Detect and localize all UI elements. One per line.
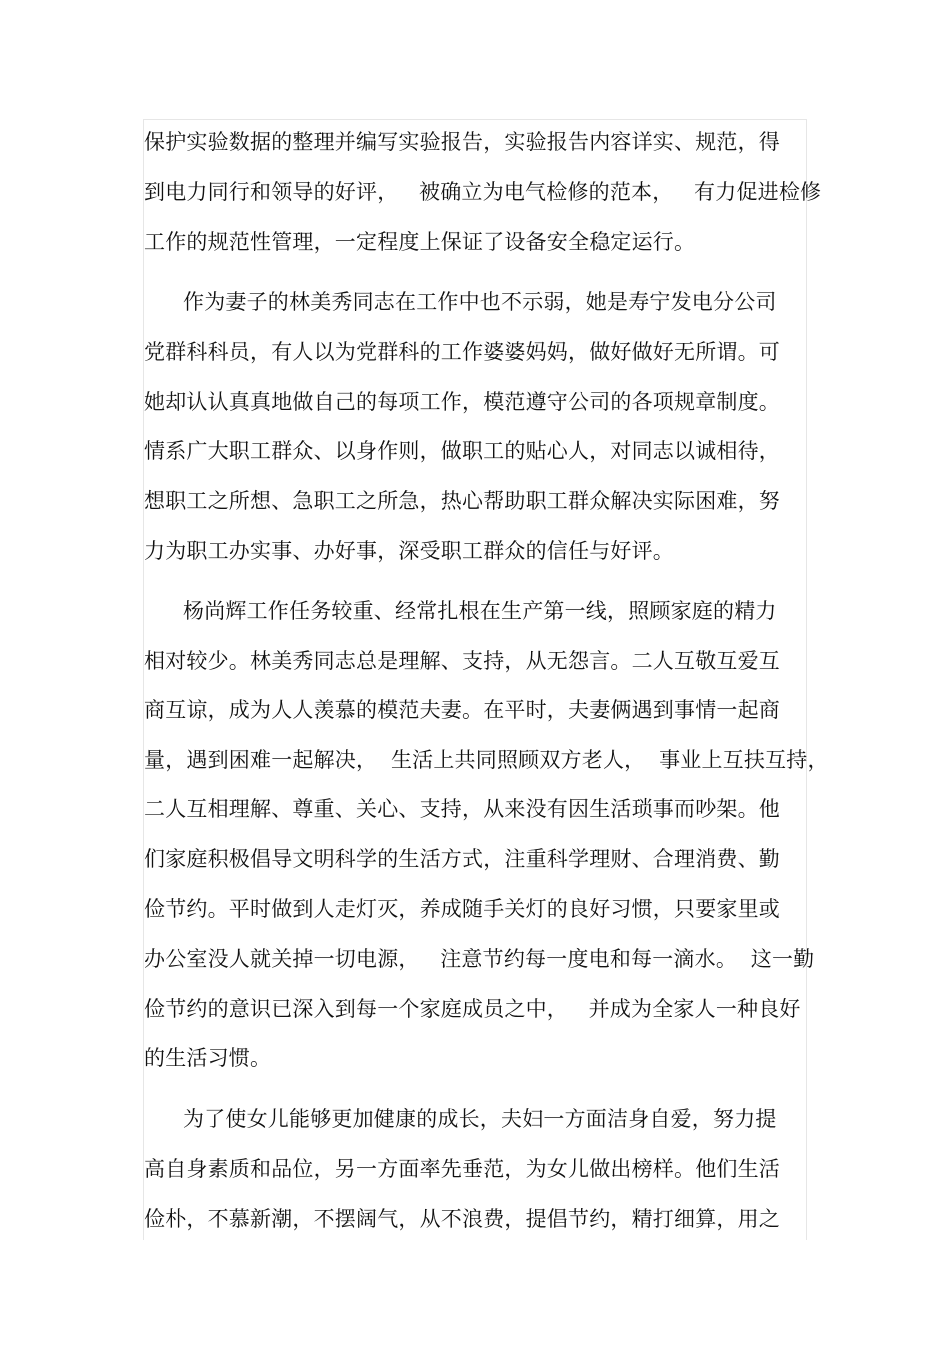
text-line: 的生活习惯。 xyxy=(144,1046,272,1070)
text-line: 俭节约。平时做到人走灯灭，养成随手关灯的良好习惯，只要家里或 xyxy=(144,897,780,921)
text-line: 高自身素质和品位，另一方面率先垂范，为女儿做出榜样。他们生活 xyxy=(144,1157,780,1181)
paragraph-first-line: 作为妻子的林美秀同志在工作中也不示弱，她是寿宁发电分公司 xyxy=(183,290,777,314)
text-line: 俭节约的意识已深入到每一个家庭成员之中， 并成为全家人一种良好 xyxy=(144,997,801,1021)
text-line: 办公室没人就关掉一切电源， 注意节约每一度电和每一滴水。 这一勤 xyxy=(144,947,815,971)
text-line: 保护实验数据的整理并编写实验报告，实验报告内容详实、规范，得 xyxy=(144,130,780,154)
text-line: 量，遇到困难一起解决， 生活上共同照顾双方老人， 事业上互扶互持， xyxy=(144,748,829,772)
text-line: 们家庭积极倡导文明科学的生活方式，注重科学理财、合理消费、勤 xyxy=(144,847,780,871)
text-line: 工作的规范性管理，一定程度上保证了设备安全稳定运行。 xyxy=(144,230,696,254)
text-line: 商互谅，成为人人羡慕的模范夫妻。在平时，夫妻俩遇到事情一起商 xyxy=(144,698,780,722)
paragraph-first-line: 为了使女儿能够更加健康的成长，夫妇一方面洁身自爱，努力提 xyxy=(183,1107,777,1131)
text-line: 俭朴，不慕新潮，不摆阔气，从不浪费，提倡节约，精打细算，用之 xyxy=(144,1207,780,1231)
paragraph-first-line: 杨尚辉工作任务较重、经常扎根在生产第一线，照顾家庭的精力 xyxy=(183,599,777,623)
text-line: 她却认认真真地做自己的每项工作，模范遵守公司的各项规章制度。 xyxy=(144,390,780,414)
page-border-top xyxy=(143,119,807,120)
text-line: 党群科科员，有人以为党群科的工作婆婆妈妈，做好做好无所谓。可 xyxy=(144,340,780,364)
text-line: 情系广大职工群众、以身作则，做职工的贴心人，对同志以诚相待， xyxy=(144,439,780,463)
page-border-right xyxy=(806,119,807,1240)
text-line: 二人互相理解、尊重、关心、支持，从来没有因生活琐事而吵架。他 xyxy=(144,797,780,821)
text-line: 相对较少。林美秀同志总是理解、支持，从无怨言。二人互敬互爱互 xyxy=(144,649,780,673)
text-line: 到电力同行和领导的好评， 被确立为电气检修的范本， 有力促进检修 xyxy=(144,180,822,204)
text-line: 想职工之所想、急职工之所急，热心帮助职工群众解决实际困难，努 xyxy=(144,489,780,513)
text-line: 力为职工办实事、办好事，深受职工群众的信任与好评。 xyxy=(144,539,674,563)
